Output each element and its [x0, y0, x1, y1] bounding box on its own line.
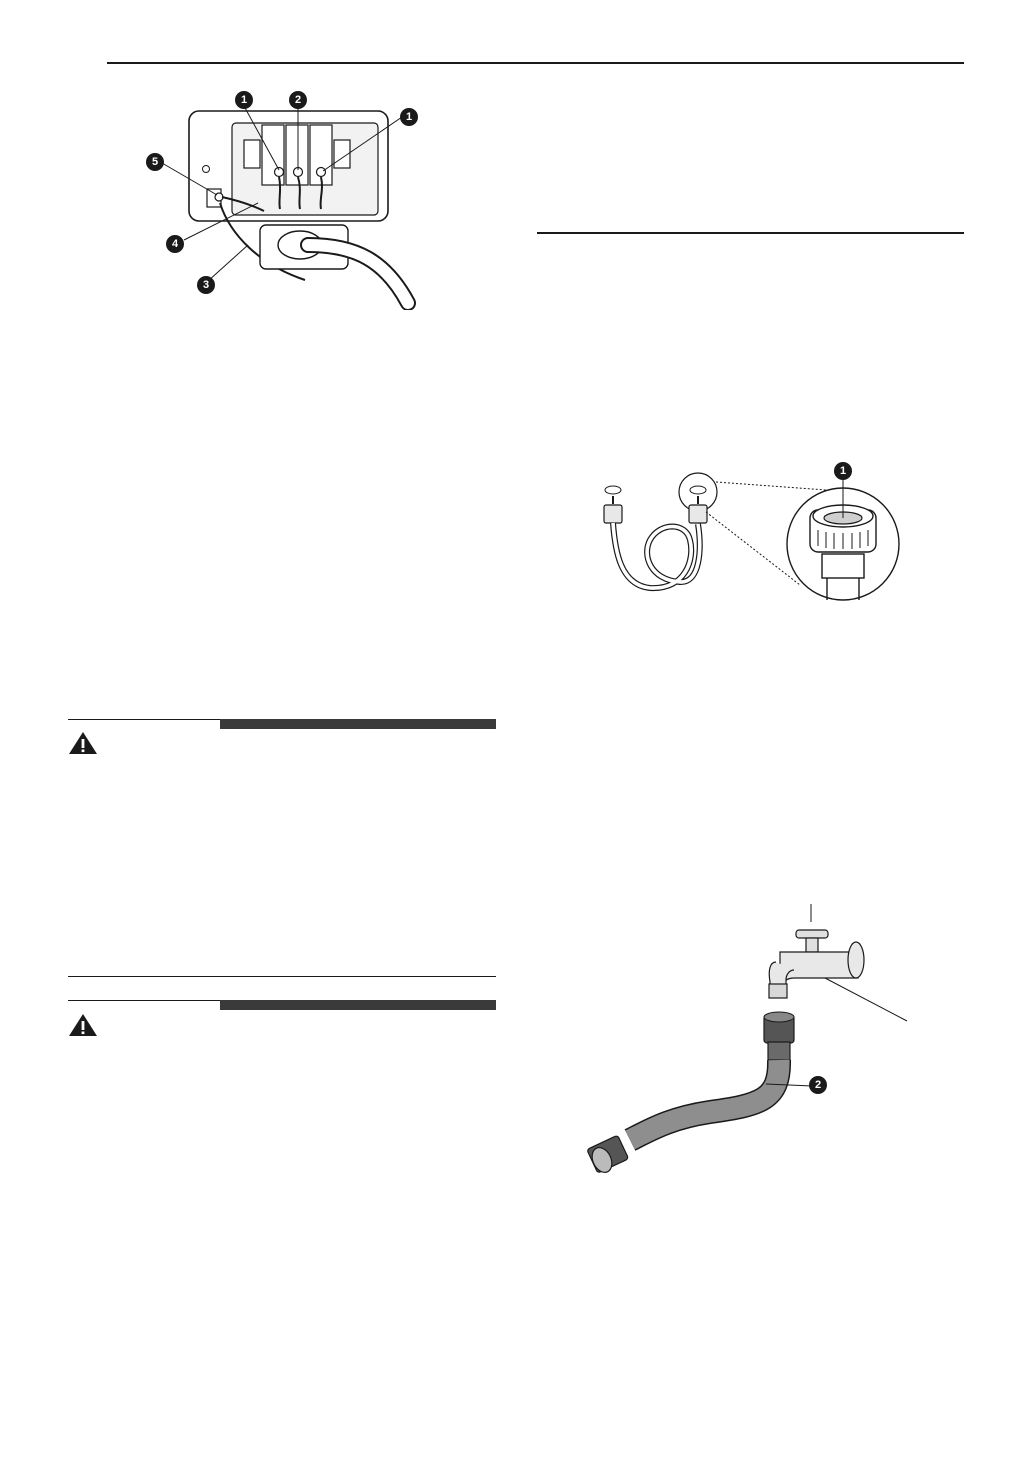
section-rule-right	[537, 232, 964, 234]
header-rule	[107, 62, 964, 64]
tap-connection-illustration	[580, 900, 915, 1185]
callout-4: 4	[166, 235, 184, 253]
warning-triangle-icon	[68, 1013, 98, 1037]
warning-1-bar	[220, 719, 496, 729]
callout-1-right: 1	[400, 108, 418, 126]
callout-5: 5	[146, 153, 164, 171]
callout-2: 2	[289, 91, 307, 109]
tap-connection-figure	[580, 900, 915, 1185]
callout-washer: 1	[834, 462, 852, 480]
inlet-hose-illustration	[590, 460, 905, 605]
warning-2-bar	[220, 1000, 496, 1010]
terminal-block-illustration	[140, 85, 440, 310]
terminal-block-figure	[140, 85, 440, 310]
warning-1-bottom-rule	[68, 976, 496, 977]
warning-triangle-icon	[68, 731, 98, 755]
callout-hose: 2	[809, 1076, 827, 1094]
callout-1-left: 1	[235, 91, 253, 109]
inlet-hose-figure	[590, 460, 905, 605]
callout-3: 3	[197, 276, 215, 294]
